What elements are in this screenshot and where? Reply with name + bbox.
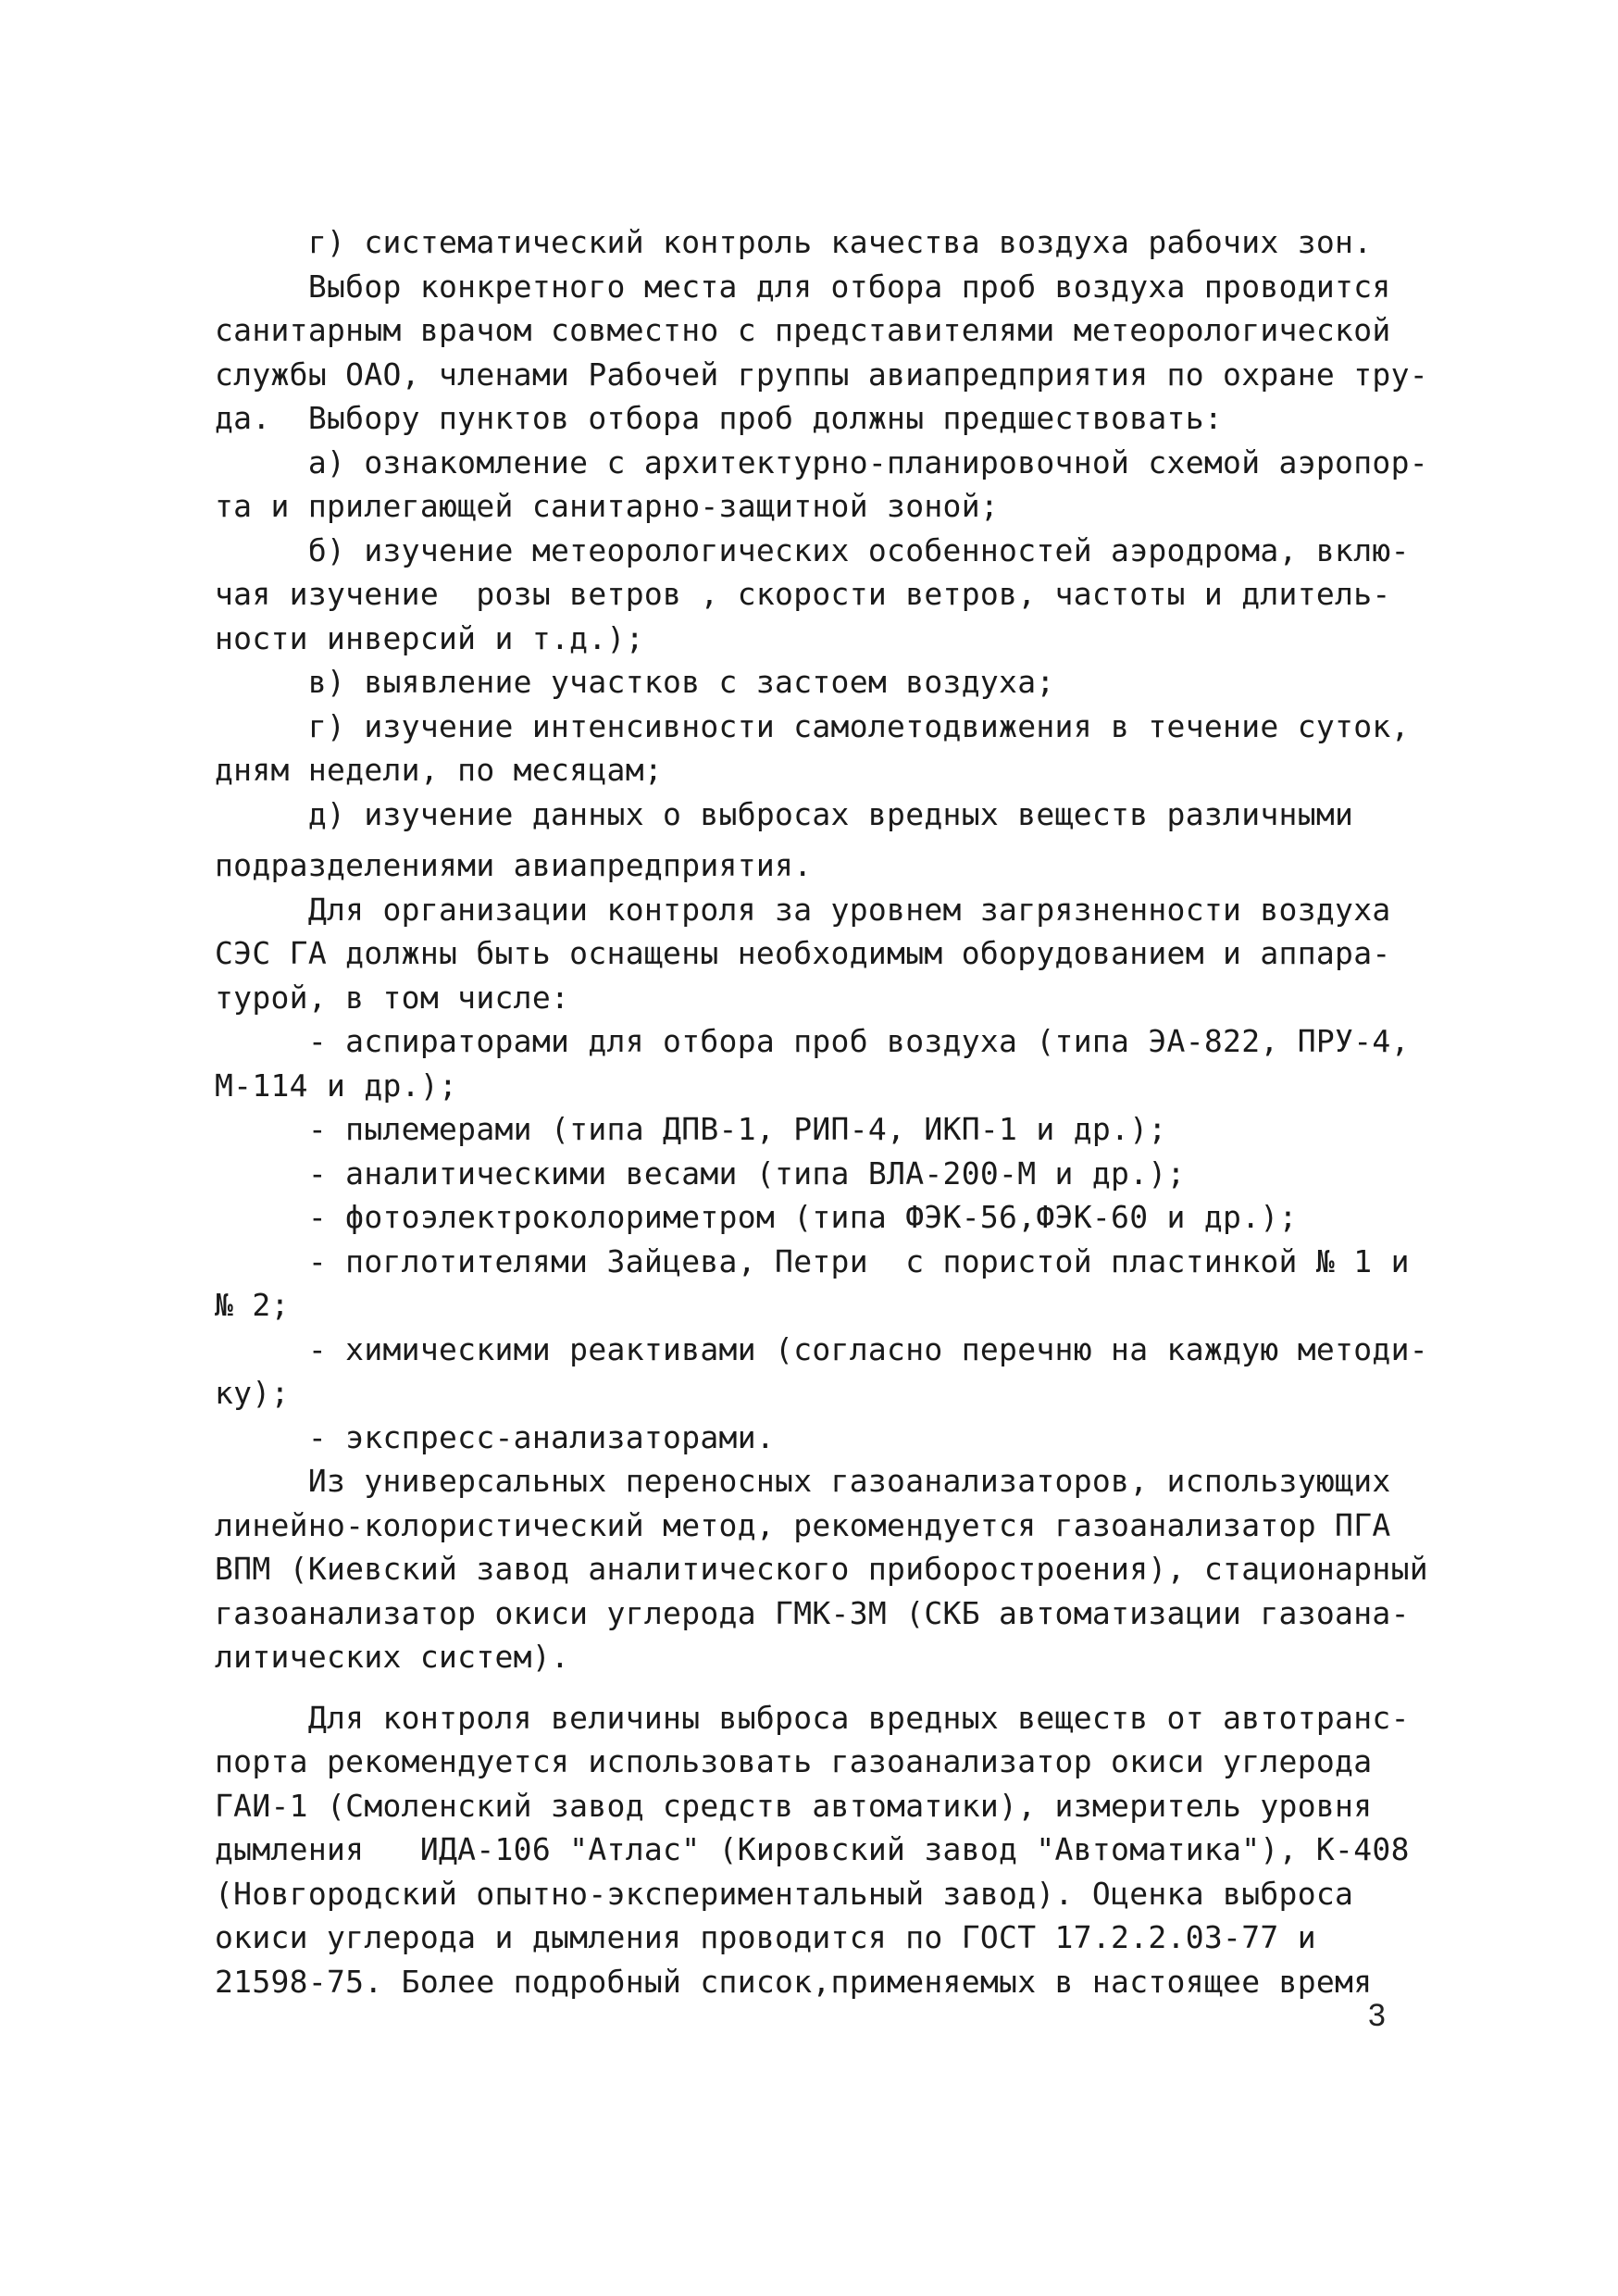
- text-line: ности инверсий и т.д.);: [215, 619, 644, 656]
- text-line: 21598-75. Более подробный список,применяемых в настоящее время: [215, 1963, 1373, 2000]
- text-line: газоанализатор окиси углерода ГМК-3М (СКБ автоматизации газоана-: [215, 1594, 1410, 1631]
- text-line: Для организации контроля за уровнем загрязненности воздуха: [215, 891, 1391, 928]
- text-line: - аспираторами для отбора проб воздуха (типа ЭА-822, ПРУ-4,: [215, 1023, 1410, 1059]
- text-line: дням недели, по месяцам;: [215, 752, 664, 788]
- page-number: 3: [1368, 1998, 1386, 2033]
- text-line: Выбор конкретного места для отбора проб воздуха проводится: [215, 268, 1391, 305]
- text-line: - пылемерами (типа ДПВ-1, РИП-4, ИКП-1 и др.);: [215, 1111, 1167, 1147]
- text-line: в) выявление участков с застоем воздуха;: [215, 664, 1055, 700]
- text-line: - химическими реактивами (согласно перечню на каждую методи-: [215, 1330, 1428, 1367]
- text-line: - фотоэлектроколориметром (типа ФЭК-56,ФЭК-60 и др.);: [215, 1199, 1298, 1235]
- text-line: подразделениями авиапредприятия.: [215, 847, 813, 883]
- text-line: - аналитическими весами (типа ВЛА-200-М и др.);: [215, 1154, 1186, 1192]
- text-line: санитарным врачом совместно с представителями метеорологической: [215, 312, 1391, 348]
- text-line: ВПМ (Киевский завод аналитического приборостроения), стационарный: [215, 1551, 1428, 1587]
- text-line: г) изучение интенсивности самолетодвижения в течение суток,: [215, 707, 1410, 744]
- text-line: б) изучение метеорологических особенностей аэродрома, вклю-: [215, 531, 1410, 568]
- text-line: д) изучение данных о выбросах вредных веществ различными: [215, 795, 1354, 832]
- text-line: линейно-колористический метод, рекомендуется газоанализатор ПГА: [215, 1506, 1391, 1543]
- body-text: [215, 220, 1428, 2003]
- text-line: литических систем).: [215, 1639, 570, 1675]
- text-line: службы ОАО, членами Рабочей группы авиапредприятия по охране тру-: [215, 356, 1428, 393]
- text-line: ГАИ-1 (Смоленский завод средств автоматики), измеритель уровня: [215, 1787, 1373, 1824]
- text-line: да. Выбору пунктов отбора проб должны предшествовать:: [215, 400, 1224, 436]
- text-line: ку);: [215, 1375, 290, 1411]
- text-line: М-114 и др.);: [215, 1067, 458, 1104]
- text-line: чая изучение розы ветров , скорости ветров, частоты и длитель-: [215, 576, 1391, 612]
- text-line: та и прилегающей санитарно-защитной зоной;: [215, 488, 1000, 524]
- text-line: турой, в том числе:: [215, 979, 570, 1016]
- text-line: (Новгородский опытно-экспериментальный завод). Оценка выброса: [215, 1875, 1354, 1912]
- text-line: дымления ИДА-106 "Атлас" (Кировский завод "Автоматика"), К-408: [215, 1831, 1410, 1867]
- text-line: г) систематический контроль качества воздуха рабочих зон.: [215, 224, 1373, 260]
- text-line: Для контроля величины выброса вредных веществ от автотранс-: [215, 1699, 1410, 1736]
- text-line: а) ознакомление с архитектурно-планировочной схемой аэропор-: [215, 443, 1428, 480]
- text-line: - поглотителями Зайцева, Петри с пористой пластинкой № 1 и: [215, 1242, 1410, 1279]
- text-line: порта рекомендуется использовать газоанализатор окиси углерода: [215, 1743, 1373, 1779]
- text-line: СЭС ГА должны быть оснащены необходимым оборудованием и аппара-: [215, 935, 1391, 971]
- text-line: окиси углерода и дымления проводится по ГОСТ 17.2.2.03-77 и: [215, 1919, 1316, 1955]
- text-line: Из универсальных переносных газоанализаторов, использующих: [215, 1463, 1391, 1499]
- text-line: № 2;: [215, 1287, 290, 1323]
- text-line: - экспресс-анализаторами.: [215, 1418, 776, 1455]
